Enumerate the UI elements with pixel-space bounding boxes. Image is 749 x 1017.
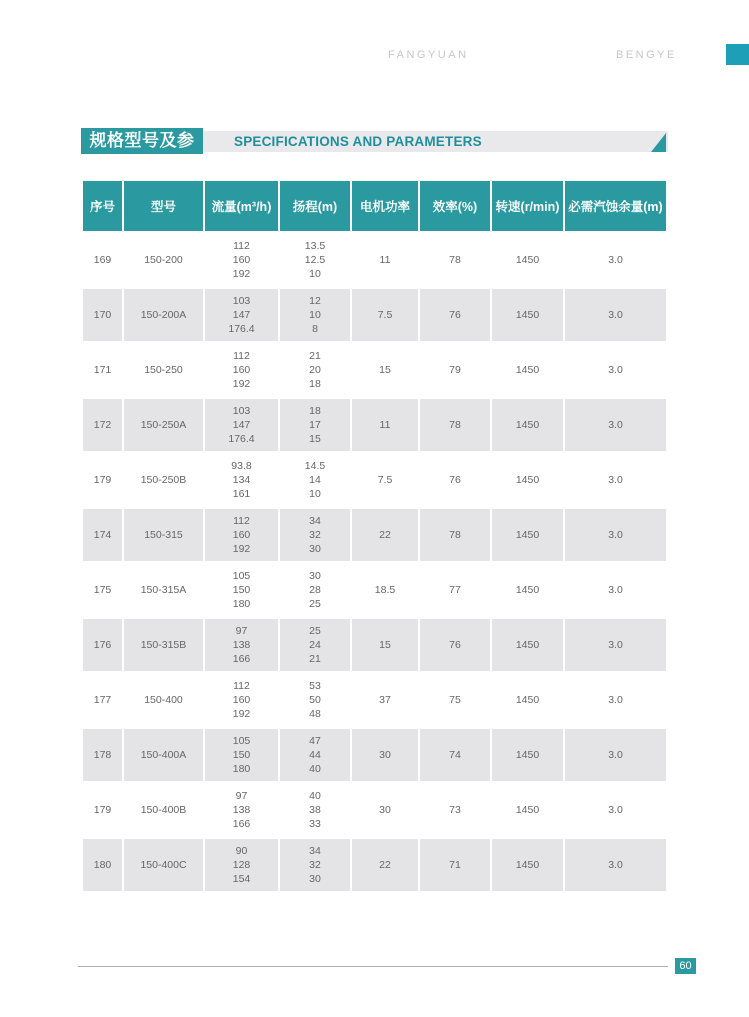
table-row <box>83 619 666 671</box>
cell-r2-c0: 171 <box>93 364 112 376</box>
cell-r2-c6: 1450 <box>515 364 540 376</box>
cell-r6-c2: 105 150 180 <box>232 570 251 610</box>
brand-text-fangyuan: FANGYUAN <box>388 49 469 61</box>
section-title-zh: 规格型号及参数 <box>81 128 203 154</box>
cell-r8-c2: 112 160 192 <box>232 680 251 720</box>
cell-r0-c6: 1450 <box>515 254 540 266</box>
cell-r11-c4: 22 <box>352 839 418 891</box>
cell-r10-c6: 1450 <box>515 804 540 816</box>
cell-r1-c4: 7.5 <box>352 289 418 341</box>
cell-r8-c0: 177 <box>93 694 112 706</box>
cell-r1-c7: 3.0 <box>565 289 666 341</box>
cell-r10-c5: 73 <box>449 804 461 816</box>
section-title-en: SPECIFICATIONS AND PARAMETERS <box>234 134 482 149</box>
cell-r4-c6: 1450 <box>515 474 540 486</box>
cell-r6-c7: 3.0 <box>608 584 623 596</box>
cell-r10-c4: 30 <box>379 804 391 816</box>
cell-r4-c3: 14.5 14 10 <box>304 460 326 500</box>
brand-text-bengye: BENGYE <box>616 49 677 61</box>
corner-square-decoration <box>726 44 749 65</box>
column-header-3: 扬程(m) <box>280 181 350 231</box>
cell-r5-c1: 150-315 <box>124 509 203 561</box>
table-row <box>83 344 666 396</box>
cell-r5-c3: 34 32 30 <box>280 509 350 561</box>
table-row <box>83 784 666 836</box>
table-row <box>83 234 666 286</box>
cell-r5-c2: 112 160 192 <box>205 509 278 561</box>
cell-r4-c1: 150-250B <box>140 474 187 486</box>
cell-r6-c6: 1450 <box>515 584 540 596</box>
cell-r4-c4: 7.5 <box>377 474 393 486</box>
table-row <box>83 509 666 561</box>
cell-r8-c1: 150-400 <box>144 694 183 706</box>
cell-r3-c2: 103 147 176.4 <box>205 399 278 451</box>
cell-r8-c5: 75 <box>449 694 461 706</box>
cell-r7-c5: 76 <box>420 619 490 671</box>
cell-r0-c0: 169 <box>93 254 112 266</box>
cell-r6-c5: 77 <box>449 584 461 596</box>
cell-r7-c6: 1450 <box>492 619 563 671</box>
cell-r7-c2: 97 138 166 <box>205 619 278 671</box>
cell-r9-c4: 30 <box>352 729 418 781</box>
cell-r1-c3: 12 10 8 <box>280 289 350 341</box>
cell-r11-c3: 34 32 30 <box>280 839 350 891</box>
cell-r2-c3: 21 20 18 <box>309 350 321 390</box>
cell-r8-c7: 3.0 <box>608 694 623 706</box>
cell-r3-c3: 18 17 15 <box>280 399 350 451</box>
cell-r2-c1: 150-250 <box>144 364 183 376</box>
cell-r4-c5: 76 <box>449 474 461 486</box>
cell-r2-c5: 79 <box>449 364 461 376</box>
cell-r5-c0: 174 <box>83 509 122 561</box>
cell-r3-c0: 172 <box>83 399 122 451</box>
specifications-table <box>81 178 668 894</box>
cell-r6-c3: 30 28 25 <box>309 570 321 610</box>
cell-r0-c3: 13.5 12.5 10 <box>304 240 326 280</box>
column-header-0: 序号 <box>83 181 122 231</box>
cell-r0-c5: 78 <box>449 254 461 266</box>
cell-r6-c1: 150-315A <box>140 584 187 596</box>
page-number-badge: 60 <box>675 958 696 974</box>
table-row <box>83 839 666 891</box>
cell-r0-c1: 150-200 <box>144 254 183 266</box>
cell-r2-c2: 112 160 192 <box>232 350 251 390</box>
cell-r3-c1: 150-250A <box>124 399 203 451</box>
cell-r7-c7: 3.0 <box>565 619 666 671</box>
table-row <box>83 399 666 451</box>
cell-r11-c2: 90 128 154 <box>205 839 278 891</box>
cell-r5-c4: 22 <box>352 509 418 561</box>
cell-r5-c6: 1450 <box>492 509 563 561</box>
cell-r8-c4: 37 <box>379 694 391 706</box>
cell-r9-c5: 74 <box>420 729 490 781</box>
cell-r0-c4: 11 <box>379 254 391 266</box>
cell-r1-c0: 170 <box>83 289 122 341</box>
section-title-bar <box>203 131 668 152</box>
cell-r4-c2: 93.8 134 161 <box>231 460 252 500</box>
table-row <box>83 564 666 616</box>
cell-r7-c1: 150-315B <box>124 619 203 671</box>
cell-r5-c5: 78 <box>420 509 490 561</box>
table-row <box>83 674 666 726</box>
column-header-5: 效率(%) <box>420 181 490 231</box>
cell-r1-c6: 1450 <box>492 289 563 341</box>
cell-r7-c4: 15 <box>352 619 418 671</box>
table-header-row <box>83 181 666 231</box>
triangle-icon <box>651 133 666 152</box>
column-header-6: 转速(r/min) <box>492 181 563 231</box>
cell-r3-c4: 11 <box>352 399 418 451</box>
table-row <box>83 289 666 341</box>
column-header-4: 电机功率 <box>352 181 418 231</box>
cell-r4-c0: 179 <box>93 474 112 486</box>
cell-r6-c4: 18.5 <box>374 584 396 596</box>
cell-r11-c5: 71 <box>420 839 490 891</box>
cell-r7-c0: 176 <box>83 619 122 671</box>
cell-r6-c0: 175 <box>93 584 112 596</box>
cell-r3-c6: 1450 <box>492 399 563 451</box>
cell-r11-c1: 150-400C <box>124 839 203 891</box>
column-header-1: 型号 <box>124 181 203 231</box>
cell-r5-c7: 3.0 <box>565 509 666 561</box>
table-body <box>83 234 666 891</box>
cell-r2-c4: 15 <box>379 364 391 376</box>
cell-r10-c3: 40 38 33 <box>309 790 321 830</box>
table-row <box>83 454 666 506</box>
cell-r2-c7: 3.0 <box>608 364 623 376</box>
cell-r9-c1: 150-400A <box>124 729 203 781</box>
cell-r8-c6: 1450 <box>515 694 540 706</box>
cell-r9-c3: 47 44 40 <box>280 729 350 781</box>
cell-r1-c2: 103 147 176.4 <box>205 289 278 341</box>
table-row <box>83 729 666 781</box>
cell-r1-c5: 76 <box>420 289 490 341</box>
cell-r3-c7: 3.0 <box>565 399 666 451</box>
cell-r9-c2: 105 150 180 <box>205 729 278 781</box>
cell-r4-c7: 3.0 <box>608 474 623 486</box>
cell-r9-c7: 3.0 <box>565 729 666 781</box>
column-header-2: 流量(m³/h) <box>205 181 278 231</box>
cell-r11-c7: 3.0 <box>565 839 666 891</box>
cell-r11-c0: 180 <box>83 839 122 891</box>
cell-r9-c6: 1450 <box>492 729 563 781</box>
cell-r0-c7: 3.0 <box>608 254 623 266</box>
table-header <box>83 181 666 231</box>
cell-r10-c7: 3.0 <box>608 804 623 816</box>
cell-r11-c6: 1450 <box>492 839 563 891</box>
cell-r8-c3: 53 50 48 <box>309 680 321 720</box>
cell-r0-c2: 112 160 192 <box>232 240 251 280</box>
cell-r10-c1: 150-400B <box>140 804 187 816</box>
cell-r1-c1: 150-200A <box>124 289 203 341</box>
column-header-7: 必需汽蚀余量(m) <box>565 181 666 231</box>
cell-r9-c0: 178 <box>83 729 122 781</box>
cell-r3-c5: 78 <box>420 399 490 451</box>
cell-r10-c2: 97 138 166 <box>232 790 251 830</box>
cell-r10-c0: 179 <box>93 804 112 816</box>
cell-r7-c3: 25 24 21 <box>280 619 350 671</box>
footer-divider <box>78 966 668 967</box>
